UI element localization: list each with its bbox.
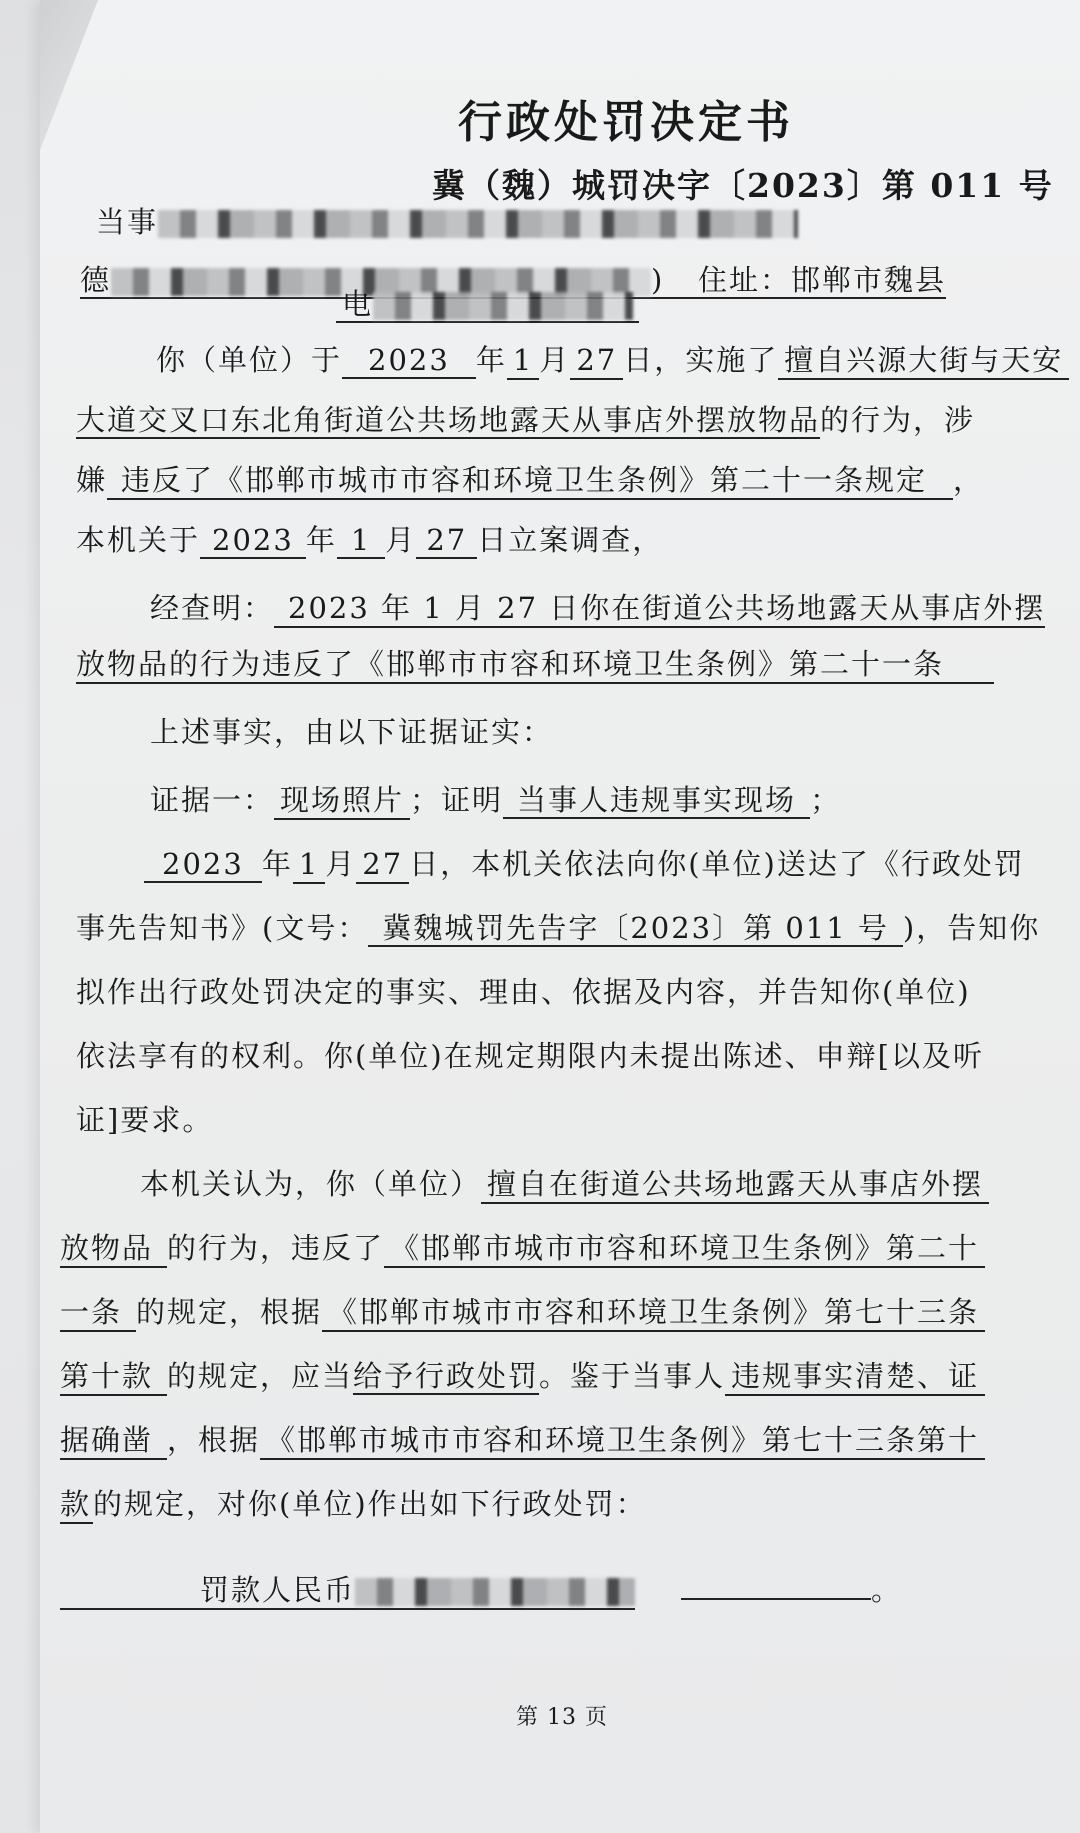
p6-line4: 第十款 的规定，应当给予行政处罚。鉴于当事人 违规事实清楚、证 xyxy=(60,1354,985,1395)
page-corner-shadow xyxy=(40,0,98,150)
p3-line: 上述事实，由以下证据证实： xyxy=(150,715,554,749)
p5-line4: 依法享有的权利。你(单位)在规定期限内未提出陈述、申辩[以及听 xyxy=(76,1039,984,1073)
redacted-fine-amount xyxy=(355,1578,635,1606)
party-label: 当事 xyxy=(96,205,159,239)
document-title: 行政处罚决定书 xyxy=(458,97,794,148)
address-label: 住址：邯郸市魏县 xyxy=(697,263,946,297)
document-page xyxy=(40,0,1080,1833)
p5-line1: 2023 年 1 月 27 日，本机关依法向你(单位)送达了《行政处罚 xyxy=(144,842,1025,883)
party-line2: 德 ) 住址：邯郸市魏县 xyxy=(80,263,946,297)
p2-line1: 经查明： 2023 年 1 月 27 日你在街道公共场地露天从事店外摆 xyxy=(150,586,1045,627)
p6-line5: 据确凿 ，根据 《邯郸市城市市容和环境卫生条例》第七十三条第十 xyxy=(60,1418,985,1459)
p6-line1: 本机关认为，你（单位） 擅自在街道公共场地露天从事店外摆 xyxy=(140,1162,989,1203)
p6-line6: 款的规定，对你(单位)作出如下行政处罚： xyxy=(60,1482,647,1523)
penalty-blank xyxy=(681,1570,871,1600)
p6-line3: 一条 的规定，根据 《邯郸市城市市容和环境卫生条例》第七十三条 xyxy=(60,1290,985,1331)
p1-line1: 你（单位）于 2023 年 1 月 27 日，实施了 擅自兴源大街与天安 xyxy=(156,338,1069,379)
p4-line: 证据一： 现场照片 ；证明 当事人违规事实现场 ； xyxy=(150,778,841,819)
redacted-party-name xyxy=(158,210,798,238)
p1-line2: 大道交叉口东北角街道公共场地露天从事店外摆放物品的行为，涉 xyxy=(76,403,976,437)
party-line3: 电 xyxy=(336,282,639,323)
page-number: 第 13 页 xyxy=(516,1705,608,1730)
p6-line2: 放物品 的行为，违反了 《邯郸市城市市容和环境卫生条例》第二十 xyxy=(60,1226,985,1267)
p1-line3: 嫌 违反了《邯郸市城市市容和环境卫生条例》第二十一条规定 ， xyxy=(76,458,984,499)
penalty-label: 罚款人民币 xyxy=(200,1573,356,1607)
party-line xyxy=(96,200,798,241)
p5-line3: 拟作出行政处罚决定的事实、理由、依据及内容，并告知你(单位) xyxy=(76,975,971,1009)
p1-line4: 本机关于 2023 年 1 月 27 日立案调查， xyxy=(76,523,664,557)
document-number: 冀（魏）城罚决字〔2023〕第 011 号 xyxy=(432,166,1054,205)
p5-line2: 事先告知书》(文号： 冀魏城罚先告字〔2023〕第 011 号 )，告知你 xyxy=(76,911,1041,945)
p5-line5: 证]要求。 xyxy=(76,1103,214,1137)
penalty-line: 罚款人民币 。 xyxy=(60,1568,902,1609)
redacted-phone xyxy=(373,292,633,320)
p2-line2: 放物品的行为违反了《邯郸市市容和环境卫生条例》第二十一条 xyxy=(76,642,994,683)
